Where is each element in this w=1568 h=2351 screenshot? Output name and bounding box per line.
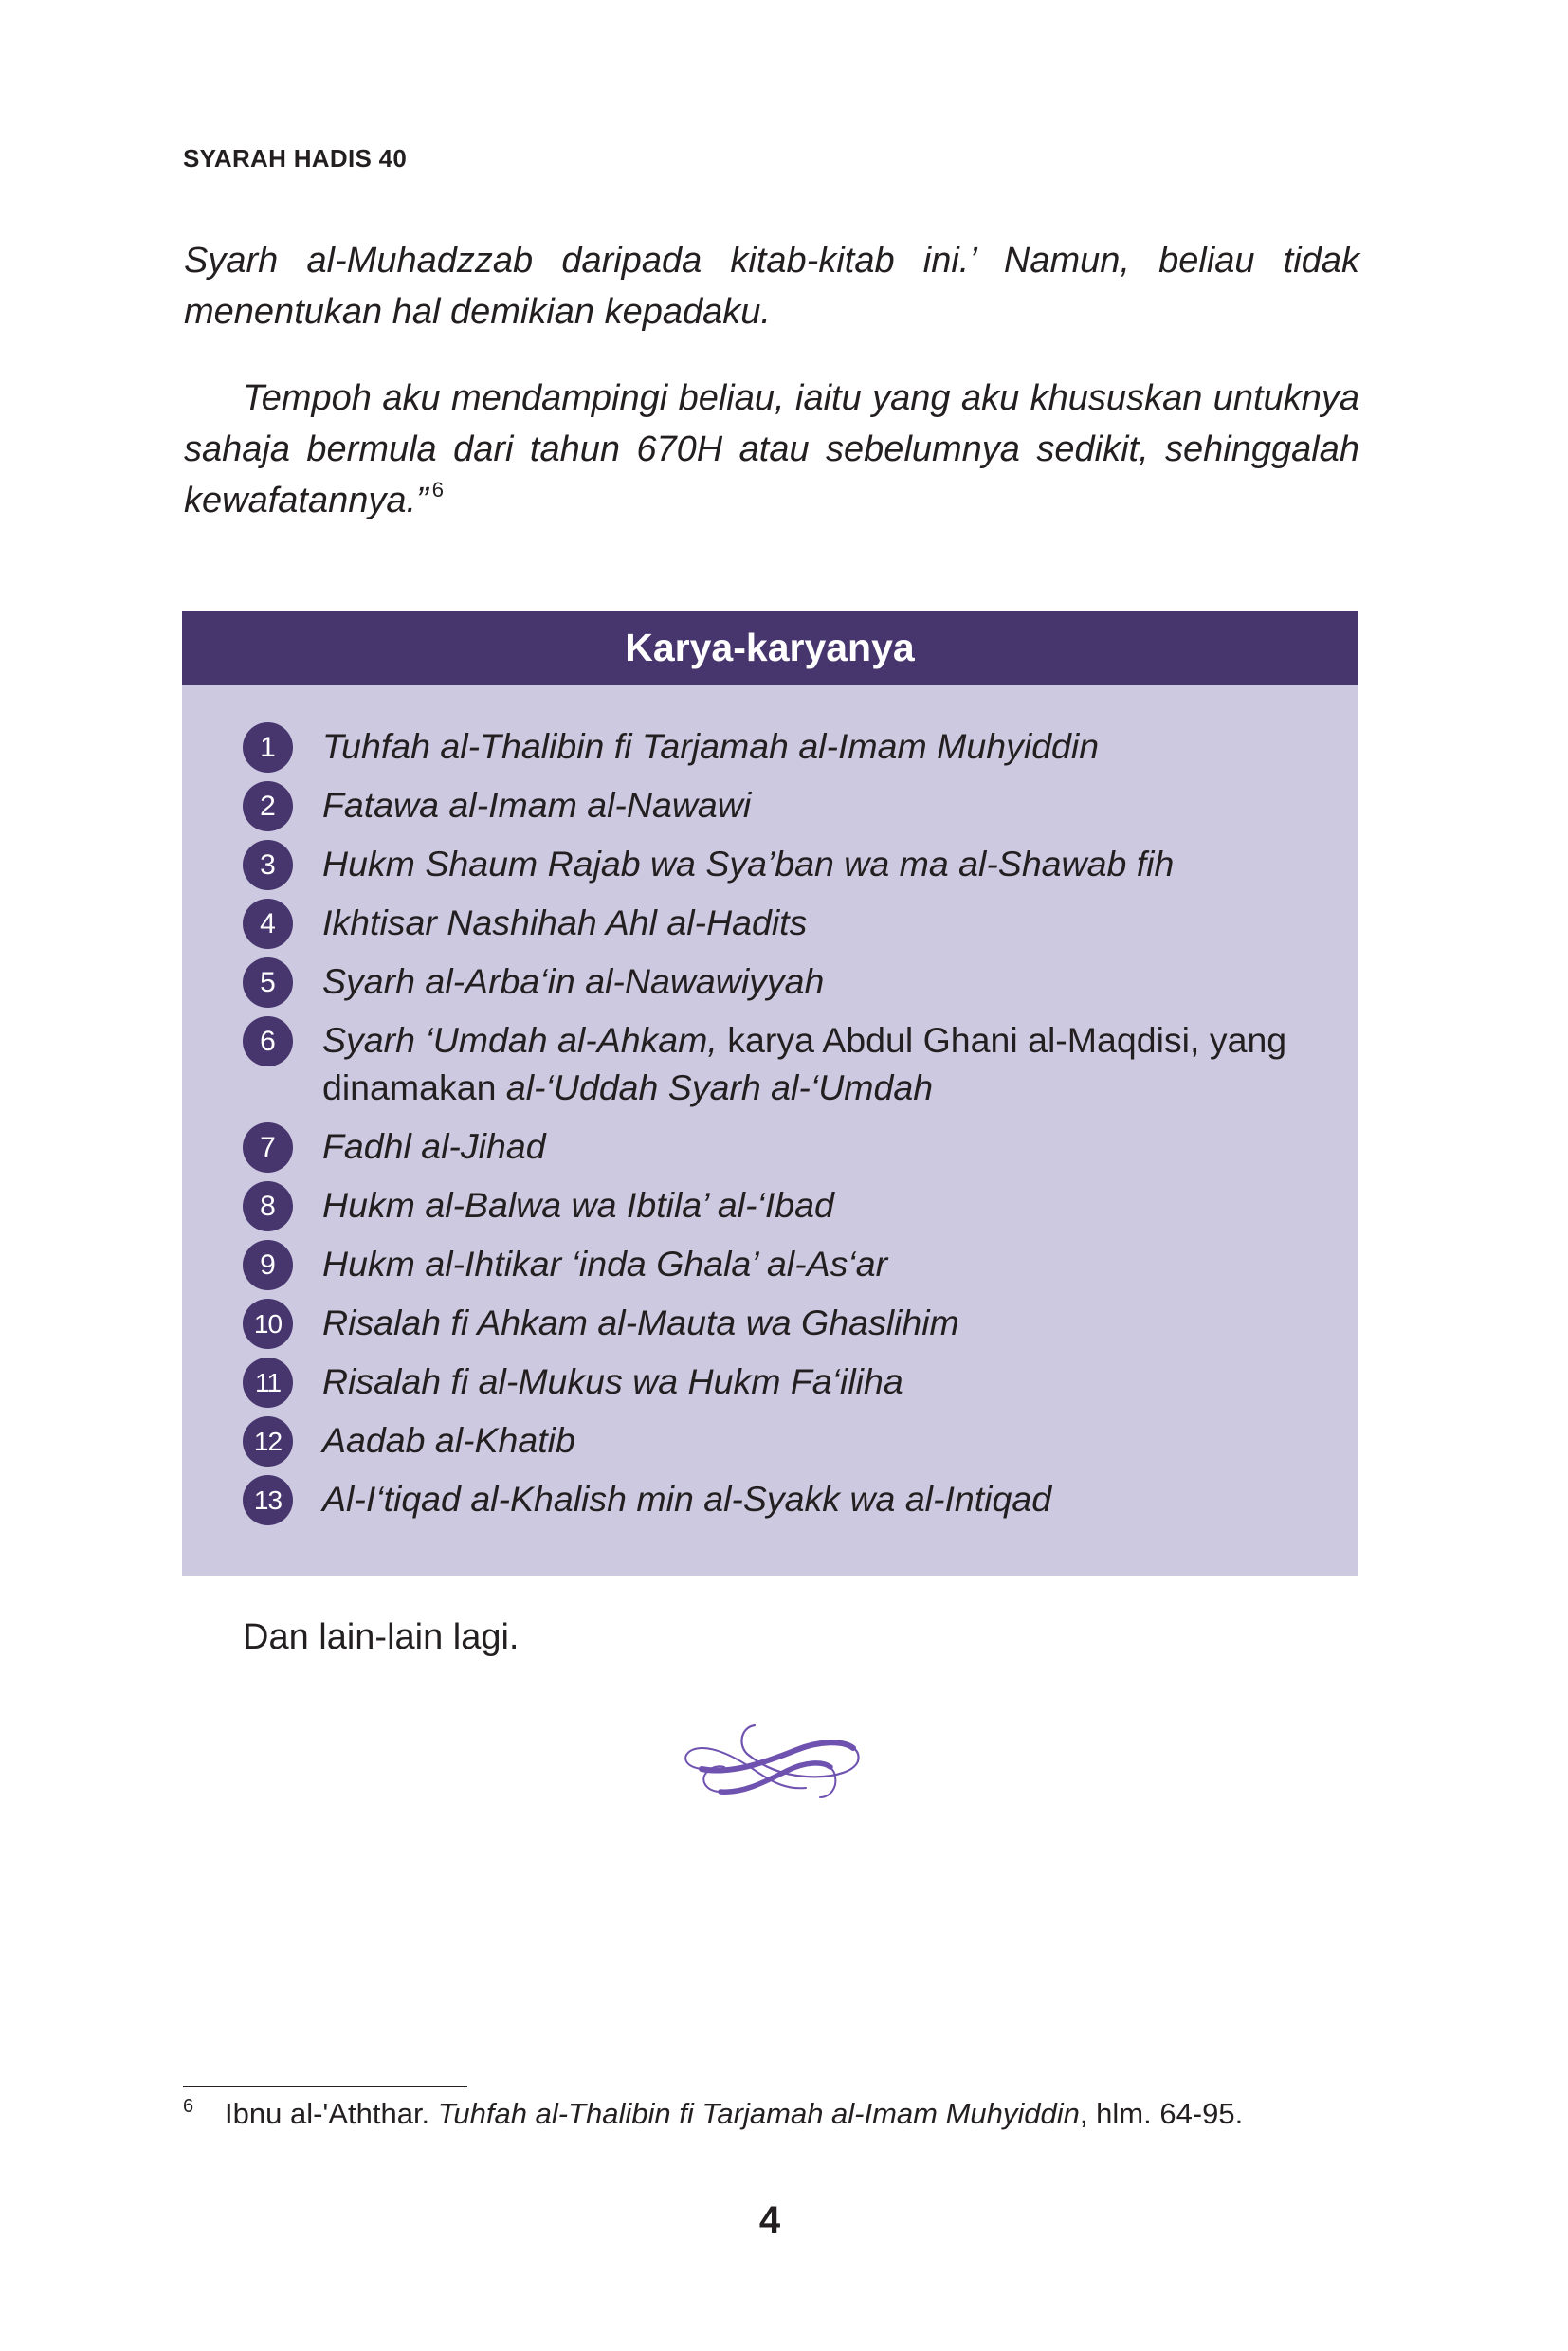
footnote-number: 6	[183, 2096, 194, 2117]
number-badge: 4	[243, 899, 293, 949]
number-badge: 11	[243, 1358, 293, 1408]
works-list-item	[182, 722, 1358, 770]
works-list-item	[182, 1122, 1358, 1170]
works-list	[182, 722, 1358, 1534]
works-list-item	[182, 1299, 1358, 1346]
work-alt-title: al-‘Uddah Syarh al-‘Umdah	[505, 1067, 934, 1107]
number-badge: 6	[243, 1016, 293, 1066]
number-badge: 7	[243, 1122, 293, 1173]
works-list-item	[182, 957, 1358, 1005]
works-box	[182, 611, 1358, 1576]
number-badge: 12	[243, 1416, 293, 1467]
work-title: Al-I‘tiqad al-Khalish min al-Syakk wa al-Intiqad	[322, 1479, 1052, 1519]
footnote-author: Ibnu al-'Aththar.	[225, 2097, 438, 2130]
works-list-item	[182, 1181, 1358, 1229]
paragraph-tempoh-text: Tempoh aku mendampingi beliau, iaitu yang aku khususkan untuknya sahaja bermula dari tahun 670H atau sebelumnya sedikit, sehinggalah kewafatannya.”	[184, 378, 1359, 520]
works-list-item	[182, 1240, 1358, 1287]
work-title: Hukm al-Balwa wa Ibtila’ al-‘Ibad	[322, 1185, 834, 1225]
work-title: Tuhfah al-Thalibin fi Tarjamah al-Imam Muhyiddin	[322, 726, 1100, 766]
works-list-item	[182, 1016, 1358, 1111]
works-box-title: Karya-karyanya	[182, 611, 1358, 685]
number-badge: 10	[243, 1299, 293, 1349]
flourish-ornament-icon	[664, 1706, 882, 1820]
work-title: Risalah fi Ahkam al-Mauta wa Ghaslihim	[322, 1303, 959, 1342]
work-title: Risalah fi al-Mukus wa Hukm Fa‘iliha	[322, 1361, 903, 1401]
number-badge: 9	[243, 1240, 293, 1290]
work-title-compound	[322, 1016, 1358, 1111]
footnote-separator	[183, 2086, 467, 2087]
work-title: Hukm al-Ihtikar ‘inda Ghala’ al-As‘ar	[322, 1244, 888, 1284]
works-list-item	[182, 840, 1358, 887]
paragraph-quote-end: Syarh al-Muhadzzab daripada kitab-kitab ini.’ Namun, beliau tidak menentukan hal demikian kepadaku.	[184, 241, 1359, 332]
footnote-pages: , hlm. 64-95.	[1079, 2097, 1244, 2130]
work-title: Aadab al-Khatib	[322, 1420, 575, 1460]
number-badge: 3	[243, 840, 293, 890]
work-title: Syarh al-Arba‘in al-Nawawiyyah	[322, 961, 825, 1001]
works-list-item	[182, 1358, 1358, 1405]
paragraph-tempoh	[184, 373, 1359, 531]
number-badge: 13	[243, 1475, 293, 1525]
work-title: Fadhl al-Jihad	[322, 1126, 546, 1166]
running-head: SYARAH HADIS 40	[183, 144, 408, 173]
work-title: Hukm Shaum Rajab wa Sya’ban wa ma al-Shawab fih	[322, 844, 1175, 884]
number-badge: 1	[243, 722, 293, 773]
works-list-item	[182, 899, 1358, 946]
works-list-item	[182, 1475, 1358, 1522]
footnote	[183, 2095, 1377, 2137]
works-list-item	[182, 1416, 1358, 1464]
page-number: 4	[758, 2199, 781, 2241]
work-title: Ikhtisar Nashihah Ahl al-Hadits	[322, 902, 808, 942]
number-badge: 2	[243, 781, 293, 831]
work-title: Syarh ‘Umdah al-Ahkam,	[322, 1020, 718, 1060]
number-badge: 8	[243, 1181, 293, 1231]
work-title: Fatawa al-Imam al-Nawawi	[322, 785, 752, 825]
footnote-work-title: Tuhfah al-Thalibin fi Tarjamah al-Imam Muhyiddin	[437, 2097, 1080, 2130]
works-list-item	[182, 781, 1358, 829]
closing-text: Dan lain-lain lagi.	[243, 1617, 520, 1657]
work-description: karya Abdul Ghani al-Maqdisi, yang dinamakan	[322, 1020, 1287, 1107]
number-badge: 5	[243, 957, 293, 1008]
footnote-reference[interactable]: 6	[431, 478, 444, 501]
